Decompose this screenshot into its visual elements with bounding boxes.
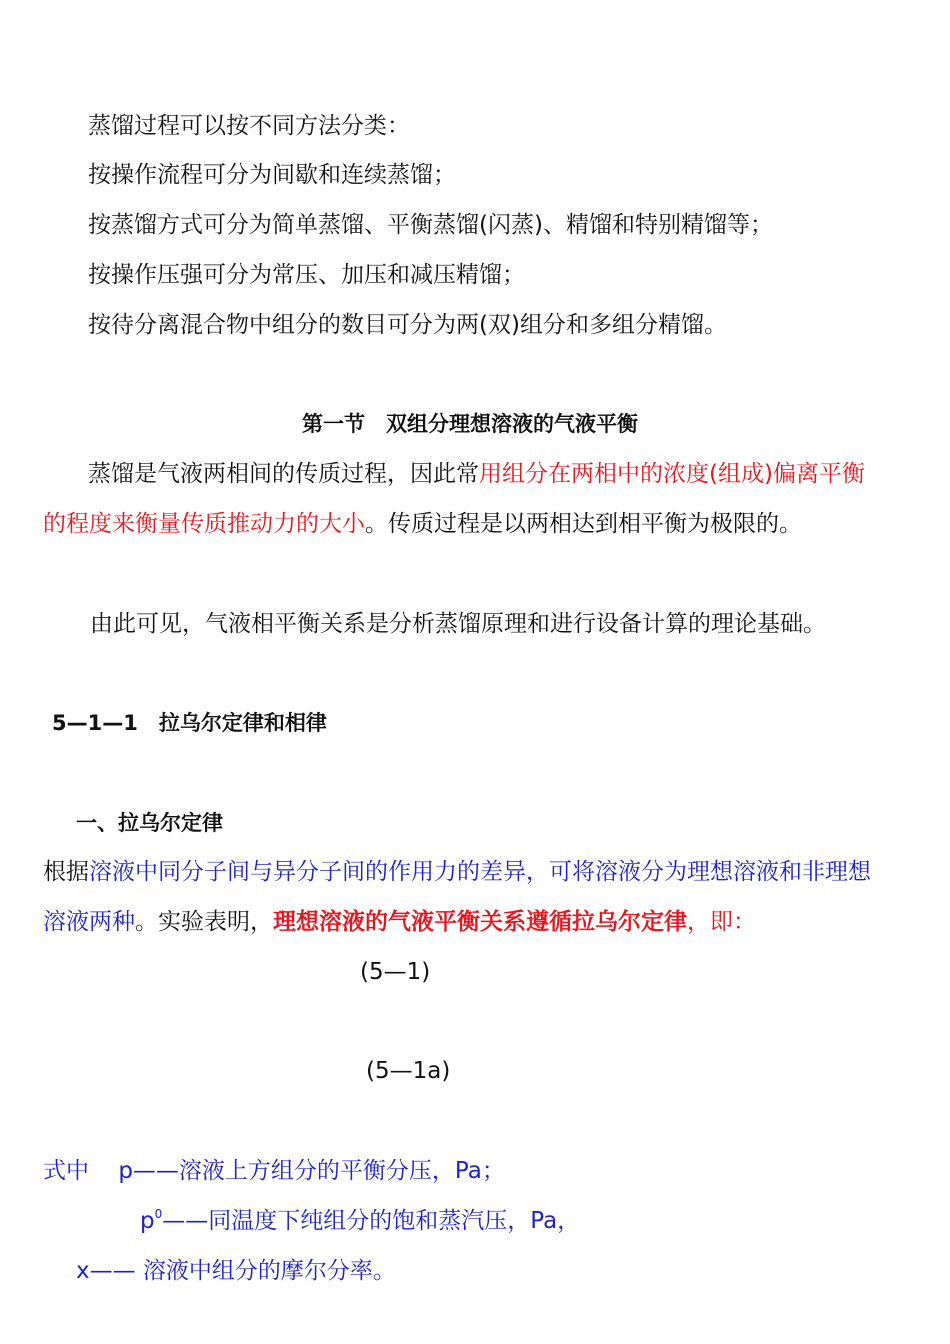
definitions-label: 式中	[43, 1158, 89, 1184]
highlight-text: 的程度来衡量传质推动力的大小	[43, 511, 365, 537]
definition-p: p——溶液上方组分的平衡分压，Pa；	[118, 1158, 505, 1184]
highlight-text: 用组分在两相中的浓度(组成)偏离平衡	[479, 461, 865, 487]
section-title: 第一节 双组分理想溶液的气液平衡	[302, 412, 638, 436]
section-paragraph-1-line-2	[43, 509, 802, 539]
intro-line-4: 按操作压强可分为常压、加压和减压精馏；	[88, 262, 525, 288]
raoult-paragraph-line-1	[43, 857, 871, 887]
definitions-line-1	[43, 1156, 505, 1186]
raoult-paragraph-line-2	[43, 907, 756, 937]
intro-line-2: 按操作流程可分为间歇和连续蒸馏；	[88, 162, 456, 188]
equation-label-5-1a: (5—1a)	[366, 1058, 451, 1084]
superscript: 0	[154, 1207, 163, 1221]
paragraph-text: 。实验表明，	[135, 909, 273, 935]
intro-line-3: 按蒸馏方式可分为简单蒸馏、平衡蒸馏(闪蒸)、精馏和特别精馏等；	[88, 212, 773, 238]
section-paragraph-1-line-1	[88, 459, 865, 489]
equation-label-5-1: (5—1)	[360, 959, 431, 985]
highlight-text: 溶液两种	[43, 909, 135, 935]
definitions-line-2	[140, 1206, 580, 1236]
paragraph-text: 根据	[43, 859, 89, 885]
definition-p0: ——同温度下纯组分的饱和蒸汽压，Pa，	[162, 1208, 581, 1234]
paragraph-text: 蒸馏是气液两相间的传质过程，因此常	[88, 461, 479, 487]
intro-line-5: 按待分离混合物中组分的数目可分为两(双)组分和多组分精馏。	[88, 312, 727, 338]
paragraph-text: ，即：	[687, 909, 756, 935]
section-paragraph-2: 由此可见，气液相平衡关系是分析蒸馏原理和进行设备计算的理论基础。	[90, 611, 826, 637]
definitions-line-3: x—— 溶液中组分的摩尔分率。	[76, 1258, 396, 1284]
paragraph-text: 。传质过程是以两相达到相平衡为极限的。	[365, 511, 802, 537]
emphasis-text: 理想溶液的气液平衡关系遵循拉乌尔定律	[273, 909, 687, 935]
subsubsection-title: 一、拉乌尔定律	[76, 811, 223, 835]
definition-symbol: p	[140, 1208, 155, 1234]
subsection-title: 5—1—1 拉乌尔定律和相律	[52, 711, 327, 735]
highlight-text: 溶液中同分子间与异分子间的作用力的差异，可将溶液分为理想溶液和非理想	[89, 859, 871, 885]
intro-line-1: 蒸馏过程可以按不同方法分类：	[88, 113, 410, 139]
